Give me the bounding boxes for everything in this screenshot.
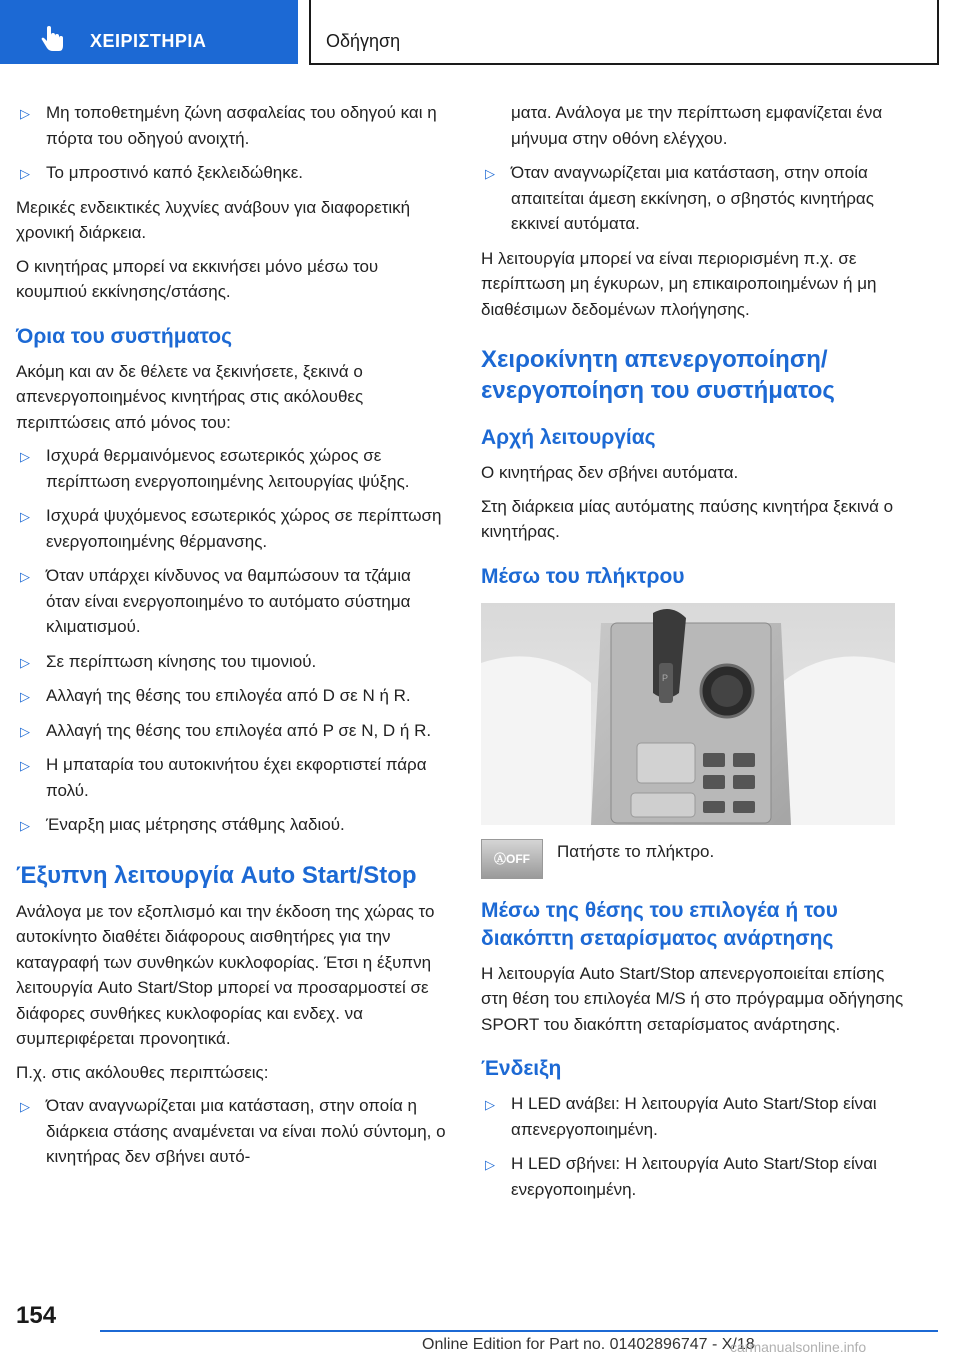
right-column bbox=[481, 100, 911, 1211]
center-console-photo bbox=[481, 603, 895, 825]
heading-smart-auto-start-stop: Έξυπνη λειτουργία Auto Start/Stop bbox=[16, 861, 417, 889]
header-border-right bbox=[937, 0, 939, 64]
heading-system-limits: Όρια του συστήματος bbox=[16, 324, 233, 348]
triangle-bullet-icon: ▷ bbox=[20, 509, 30, 524]
paragraph: Μερικές ενδεικτικές λυχνίες ανάβουν για διαφορετική χρονική διάρκεια. bbox=[16, 197, 411, 242]
triangle-bullet-icon: ▷ bbox=[20, 654, 30, 670]
heading-via-button: Μέσω του πλήκτρου bbox=[481, 564, 685, 588]
paragraph: Ο κινητήρας μπορεί να εκκινήσει μόνο μέσω του κουμπιού εκκίνησης/στάσης. bbox=[16, 256, 379, 301]
list-item: ▷ Αλλαγή της θέσης του επιλογέα από D σε N ή R. bbox=[16, 683, 446, 709]
triangle-bullet-icon: ▷ bbox=[20, 723, 30, 739]
triangle-bullet-icon: ▷ bbox=[485, 1157, 495, 1172]
hand-pointer-icon bbox=[38, 24, 68, 54]
center-console-illustration bbox=[481, 603, 895, 825]
list-item: ▷ Η LED ανάβει: Η λειτουργία Auto Start/Stop είναι απενεργοποιημένη. bbox=[485, 1094, 877, 1139]
triangle-bullet-icon: ▷ bbox=[20, 166, 30, 181]
edition-text: Online Edition for Part no. 01402896747 - X/18 bbox=[422, 1336, 755, 1353]
triangle-bullet-icon: ▷ bbox=[20, 1099, 30, 1114]
list-item: ▷ Όταν υπάρχει κίνδυνος να θαμπώσουν τα τζάμια όταν είναι ενεργοποιημένο το αυτόματο σύστημα κλιματισμού. bbox=[20, 566, 411, 636]
paragraph: Ακόμη και αν δε θέλετε να ξεκινήσετε, ξεκινά ο απενεργοποιημένος κινητήρας στις ακόλουθες περιπτώσεις από μόνος του: bbox=[16, 361, 364, 432]
auto-start-stop-button-icon: ⒶOFF bbox=[481, 839, 543, 879]
list-item: ▷ Έναρξη μιας μέτρησης στάθμης λαδιού. bbox=[16, 812, 446, 838]
header-border-bottom bbox=[309, 63, 939, 65]
list-item: ▷ Όταν αναγνωρίζεται μια κατάσταση, στην οποία απαιτείται άμεση εκκίνηση, ο σβηστός κινητήρας εκκινεί αυτόματα. bbox=[485, 163, 874, 233]
paragraph: Ο κινητήρας δεν σβήνει αυτόματα. bbox=[481, 463, 739, 482]
heading-principle: Αρχή λειτουργίας bbox=[481, 426, 656, 449]
triangle-bullet-icon: ▷ bbox=[20, 758, 30, 773]
heading-indicator: Ένδειξη bbox=[481, 1057, 562, 1080]
triangle-bullet-icon: ▷ bbox=[20, 818, 30, 833]
page-number: 154 bbox=[16, 1302, 57, 1329]
footer-rule bbox=[100, 1330, 938, 1332]
manual-tab[interactable] bbox=[0, 0, 298, 64]
heading-manual-deactivation: Χειροκίνητη απενεργοποίηση/ ενεργοποίηση του συστήματος bbox=[481, 346, 835, 404]
paragraph: Στη διάρκεια μίας αυτόματης παύσης κινητήρα ξεκινά ο κινητήρας. bbox=[481, 496, 894, 541]
list-item: ▷ Ισχυρά θερμαινόμενος εσωτερικός χώρος σε περίπτωση ενεργοποιημένης λειτουργίας ψύξης. bbox=[20, 446, 410, 491]
triangle-bullet-icon: ▷ bbox=[20, 449, 30, 464]
paragraph: Η λειτουργία μπορεί να είναι περιορισμένη π.χ. σε περίπτωση μη έγκυρων, μη επικαιροποιημένων ή μη διαθέσιμων δεδομένων πλοήγησης. bbox=[481, 248, 877, 319]
header-divider bbox=[309, 0, 311, 64]
paragraph: Ανάλογα με τον εξοπλισμό και την έκδοση της χώρας το αυτοκίνητο διαθέτει διάφορους αισθητήρες για την καταγραφή των συνθηκών κυκλοφορίας. Έτσι η έξυπνη λειτουργία Auto Start/Stop μπορεί να προσαρμοστεί σε διάφορες συνθήκες κυκλοφορίας και ενδεχ. να συμπεριφέρεται προνοητικά. bbox=[16, 901, 435, 1048]
left-column bbox=[16, 100, 446, 1179]
list-item: ▷ Η μπαταρία του αυτοκινήτου έχει εκφορτιστεί πάρα πολύ. bbox=[20, 755, 427, 800]
triangle-bullet-icon: ▷ bbox=[20, 569, 30, 584]
list-item: ▷ Ισχυρά ψυχόμενος εσωτερικός χώρος σε περίπτωση ενεργοποιημένης θέρμανσης. bbox=[20, 506, 442, 551]
list-item: ▷ Όταν αναγνωρίζεται μια κατάσταση, στην οποία η διάρκεια στάσης αναμένεται να είναι πολύ σύντομη, ο κινητήρας δεν σβήνει αυτό- bbox=[20, 1096, 446, 1166]
section-title: Οδήγηση bbox=[326, 31, 401, 51]
svg-text:P: P bbox=[662, 672, 669, 683]
list-item: ▷ Η LED σβήνει: Η λειτουργία Auto Start/Stop είναι ενεργοποιημένη. bbox=[485, 1154, 877, 1199]
watermark-text: carmanualsonline.info bbox=[730, 1339, 867, 1355]
triangle-bullet-icon: ▷ bbox=[20, 106, 30, 121]
manual-label: ΧΕΙΡΙΣΤΗΡΙΑ bbox=[90, 31, 207, 51]
paragraph: Π.χ. στις ακόλουθες περιπτώσεις: bbox=[16, 1062, 269, 1082]
triangle-bullet-icon: ▷ bbox=[485, 166, 495, 181]
triangle-bullet-icon: ▷ bbox=[20, 689, 30, 704]
triangle-bullet-icon: ▷ bbox=[485, 1097, 495, 1112]
button-instruction bbox=[481, 839, 911, 879]
button-caption: Πατήστε το πλήκτρο. bbox=[557, 841, 715, 861]
list-item: ▷ Το μπροστινό καπό ξεκλειδώθηκε. bbox=[16, 160, 446, 186]
heading-via-selector: Μέσω της θέσης του επιλογέα ή του διακόπτη σεταρίσματος ανάρτησης bbox=[481, 898, 838, 950]
list-item: ▷ Σε περίπτωση κίνησης του τιμονιού. bbox=[16, 649, 446, 675]
list-item-continuation: ματα. Ανάλογα με την περίπτωση εμφανίζεται ένα μήνυμα στην οθόνη ελέγχου. bbox=[511, 103, 883, 148]
paragraph: Η λειτουργία Auto Start/Stop απενεργοποιείται επίσης στη θέση του επιλογέα M/S ή στο πρόγραμμα οδήγησης SPORT του διακόπτη σεταρίσματος ανάρτησης. bbox=[481, 963, 904, 1034]
list-item: ▷ Αλλαγή της θέσης του επιλογέα από P σε N, D ή R. bbox=[16, 718, 446, 744]
list-item: ▷ Μη τοποθετημένη ζώνη ασφαλείας του οδηγού και η πόρτα του οδηγού ανοιχτή. bbox=[20, 103, 437, 148]
